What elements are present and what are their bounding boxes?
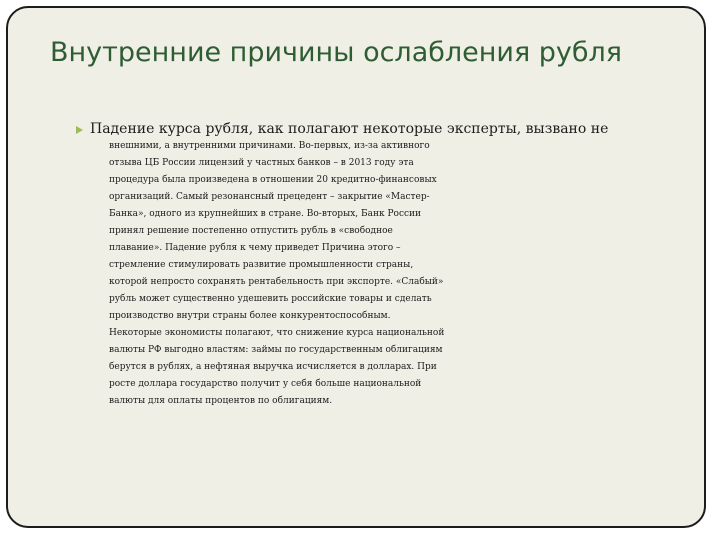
paragraph-line: берутся в рублях, а нефтяная выручка исчисляется в долларах. При bbox=[109, 362, 437, 372]
slide bbox=[6, 6, 706, 528]
paragraph-line: принял решение постепенно отпустить рубль в «свободное bbox=[109, 226, 393, 236]
paragraph-line: производство внутри страны более конкурентоспособным. bbox=[109, 311, 391, 321]
bullet-paragraph bbox=[90, 121, 690, 410]
paragraph-line: отзыва ЦБ России лицензий у частных банков – в 2013 году эта bbox=[109, 158, 414, 168]
paragraph-line: которой непросто сохранять рентабельность при экспорте. «Слабый» bbox=[109, 277, 444, 287]
paragraph-line: валюты РФ выгодно властям: займы по государственным облигациям bbox=[109, 345, 443, 355]
paragraph-line: валюты для оплаты процентов по облигациям. bbox=[109, 396, 333, 406]
paragraph-line: плавание». Падение рубля к чему приведет Причина этого – bbox=[109, 243, 401, 253]
paragraph-line: организаций. Самый резонансный прецедент – закрытие «Мастер- bbox=[109, 192, 430, 202]
paragraph-line: росте доллара государство получит у себя больше национальной bbox=[109, 379, 422, 389]
paragraph-line: Банка», одного из крупнейших в стране. Во-вторых, Банк России bbox=[109, 209, 422, 219]
slide-title: Внутренние причины ослабления рубля bbox=[50, 37, 623, 68]
paragraph-line: Некоторые экономисты полагают, что снижение курса национальной bbox=[109, 328, 445, 338]
paragraph-line: внешними, а внутренними причинами. Во-первых, из-за активного bbox=[109, 141, 430, 151]
paragraph-line: рубль может существенно удешевить российские товары и сделать bbox=[109, 294, 432, 304]
paragraph-line: Падение курса рубля, как полагают некоторые эксперты, вызвано не bbox=[90, 121, 609, 137]
triangle-bullet-icon bbox=[76, 126, 83, 134]
paragraph-line: стремление стимулировать развитие промышленности страны, bbox=[109, 260, 414, 270]
paragraph-line: процедура была произведена в отношении 20 кредитно-финансовых bbox=[109, 175, 437, 185]
slide-content bbox=[90, 121, 690, 410]
